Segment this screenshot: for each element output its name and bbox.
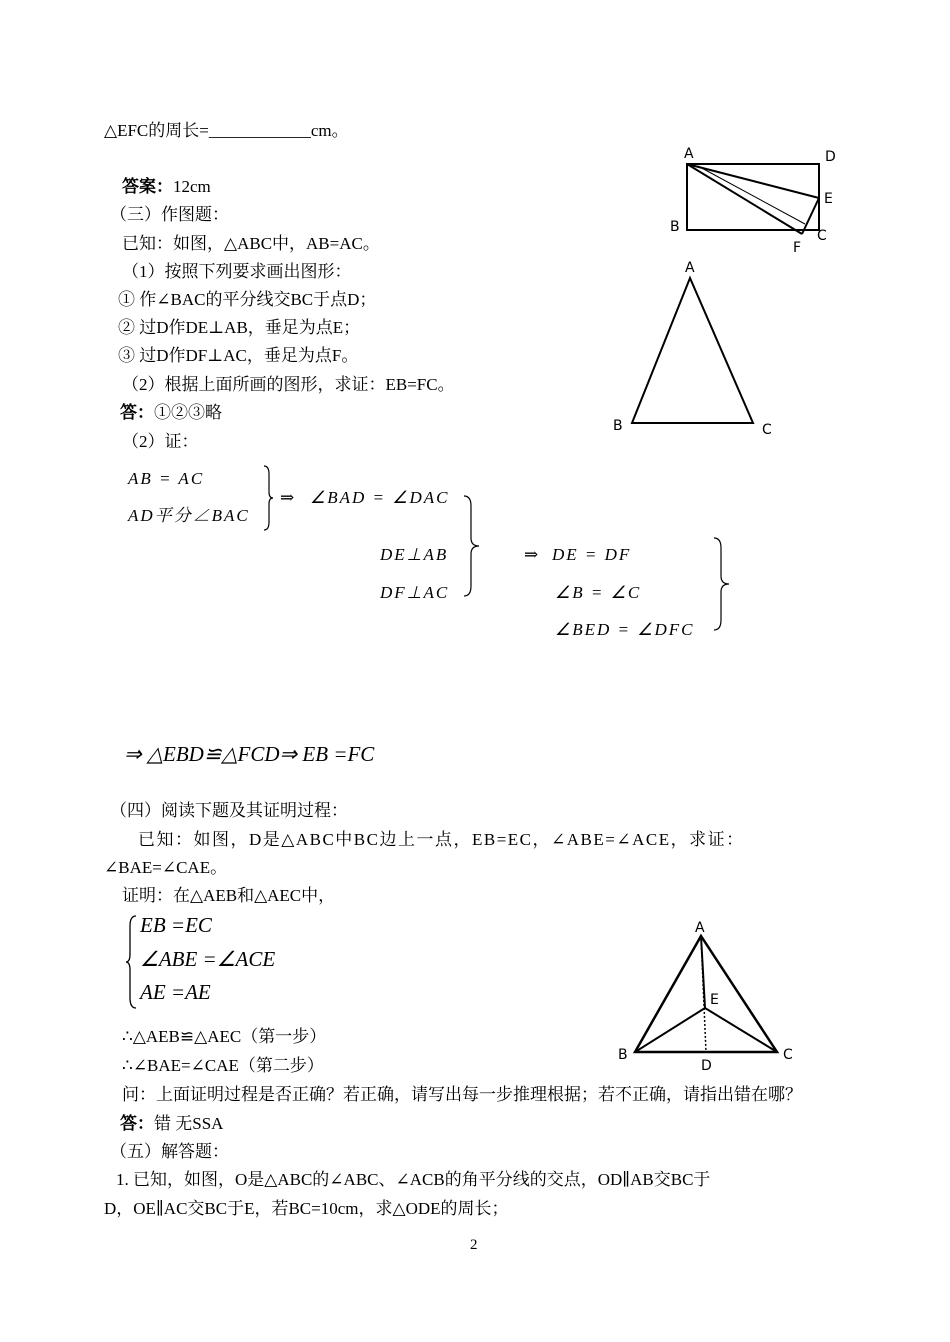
section-4-step-2: ∴∠BAE=∠CAE（第二步） xyxy=(122,1056,324,1075)
section-4-answer-value: 错 无SSA xyxy=(154,1114,224,1133)
proof-left-line-3: DE⊥AB xyxy=(380,545,449,564)
section-4-question: 问：上面证明过程是否正确？若正确，请写出每一步推理根据；若不正确，请指出错在哪？ xyxy=(122,1085,802,1104)
fig2-label-b: B xyxy=(613,418,623,434)
fig3-label-e: E xyxy=(710,992,719,1008)
fig3-label-b: B xyxy=(618,1047,628,1063)
section-3-answer-label: 答： xyxy=(120,403,154,422)
proof-right-line-2: DE = DF xyxy=(552,545,632,564)
rectangle-abcd xyxy=(687,164,819,230)
section-4-given-2: ∠BAE=∠CAE。 xyxy=(104,858,228,877)
fig3-label-d: D xyxy=(701,1058,712,1074)
answer-1-label: 答案： xyxy=(122,177,173,196)
segment-be xyxy=(635,1008,705,1052)
section-4-step-1: ∴△AEB≌△AEC（第一步） xyxy=(122,1027,327,1046)
efc-perimeter-line: △EFC的周长=____________cm。 xyxy=(104,121,349,140)
section-5-title: （五）解答题： xyxy=(110,1142,229,1161)
section-3-question-1: （1）按照下列要求画出图形： xyxy=(122,262,352,281)
figure-rectangle-fold xyxy=(660,140,850,260)
proof-left-line-2: AD平分∠BAC xyxy=(128,506,250,525)
system-line-1: EB =EC xyxy=(140,913,212,937)
triangle-abc-2 xyxy=(635,936,777,1052)
section-3-step-1: ① 作∠BAC的平分线交BC于点D； xyxy=(118,290,377,309)
figure-isosceles-triangle xyxy=(605,258,785,443)
proof-conclusion: ⇒ △EBD≌△FCD⇒ EB =FC xyxy=(124,742,375,766)
section-3-answer xyxy=(120,403,222,423)
answer-1-value: 12cm xyxy=(173,177,211,196)
section-5-question-1-line-1: 1. 已知，如图，O是△ABC的∠ABC、∠ACB的角平分线的交点，OD∥AB交BC于 xyxy=(116,1170,711,1189)
system-line-3: AE =AE xyxy=(140,980,211,1004)
proof-left-line-4: DF⊥AC xyxy=(380,583,450,602)
section-5-question-1-line-2: D，OE∥AC交BC于E，若BC=10cm，求△ODE的周长； xyxy=(104,1199,509,1218)
segment-af xyxy=(687,164,802,234)
fig2-label-a: A xyxy=(685,260,695,276)
segment-ce xyxy=(705,1008,777,1052)
section-4-answer-label: 答： xyxy=(120,1114,154,1133)
fig1-label-e: E xyxy=(824,191,833,207)
triangle-abc xyxy=(632,278,753,423)
fig2-label-c: C xyxy=(762,422,772,438)
section-3-step-3: ③ 过D作DF⊥AC，垂足为点F。 xyxy=(118,346,359,365)
proof-right-line-1: ∠BAD = ∠DAC xyxy=(310,488,450,507)
figure-triangle-point-e xyxy=(615,918,805,1074)
section-4-given-1: 已知：如图，D是△ABC中BC边上一点，EB=EC，∠ABE=∠ACE，求证： xyxy=(138,830,745,849)
proof-arrow-1: ⇒ xyxy=(280,488,295,507)
fig3-label-c: C xyxy=(783,1047,793,1063)
proof-brace-2 xyxy=(462,492,484,600)
section-3-title: （三）作图题： xyxy=(110,205,229,224)
section-4-title: （四）阅读下题及其证明过程： xyxy=(110,801,348,820)
fig3-label-a: A xyxy=(695,920,705,936)
section-4-proof-intro: 证明：在△AEB和△AEC中， xyxy=(122,886,336,905)
section-3-answer-value: ①②③略 xyxy=(154,403,222,422)
proof-brace-3 xyxy=(712,536,734,632)
system-line-2: ∠ABE =∠ACE xyxy=(140,947,276,971)
proof-right-line-3: ∠B = ∠C xyxy=(555,583,642,602)
section-3-question-2: （2）根据上面所画的图形，求证：EB=FC。 xyxy=(122,375,455,394)
fig1-label-b: B xyxy=(670,219,680,235)
proof-arrow-2: ⇒ xyxy=(524,545,539,564)
answer-1 xyxy=(122,177,211,197)
fig1-label-c: C xyxy=(817,228,827,244)
system-brace xyxy=(124,914,138,1010)
fig1-label-d: D xyxy=(825,149,836,165)
proof-brace-1 xyxy=(262,464,274,532)
segment-ae xyxy=(687,164,819,198)
fig1-label-a: A xyxy=(684,146,694,162)
fig1-label-f: F xyxy=(793,240,802,256)
section-3-given: 已知：如图，△ABC中，AB=AC。 xyxy=(122,234,380,253)
section-3-proof-label: （2）证： xyxy=(122,432,199,451)
page-number: 2 xyxy=(470,1237,478,1253)
proof-right-line-4: ∠BED = ∠DFC xyxy=(555,620,695,639)
proof-left-line-1: AB = AC xyxy=(128,469,205,488)
fold-line xyxy=(698,166,805,224)
section-3-step-2: ② 过D作DE⊥AB，垂足为点E； xyxy=(118,318,361,337)
section-4-answer xyxy=(120,1114,223,1134)
